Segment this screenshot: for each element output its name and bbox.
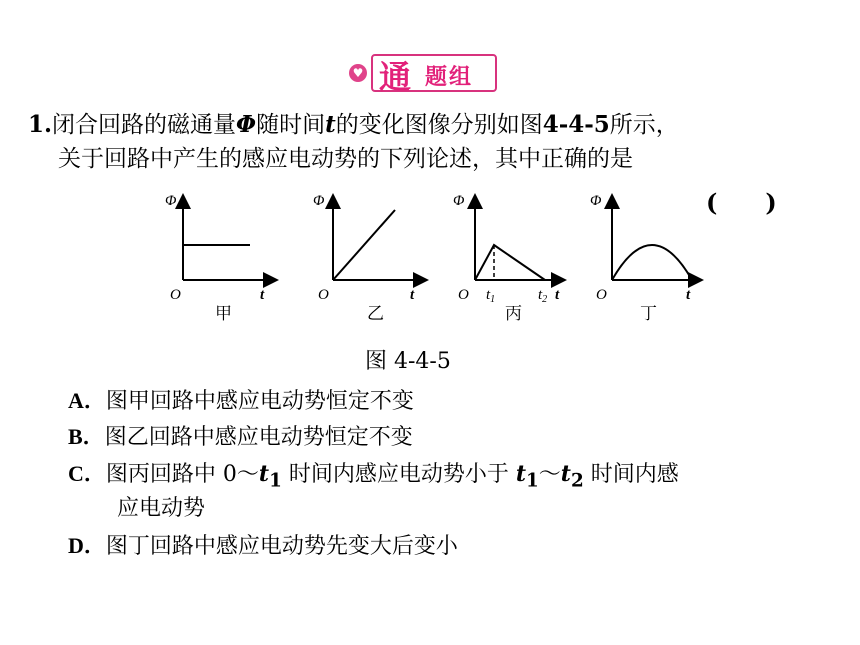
figure-caption: 图 4-4-5 xyxy=(365,349,451,374)
phi-symbol: Φ xyxy=(236,111,257,138)
origin-label: O xyxy=(596,287,607,303)
graph-ding-curve xyxy=(612,245,692,280)
badge-title: 题组 xyxy=(425,65,474,90)
graph-ding xyxy=(590,193,700,323)
origin-label: O xyxy=(170,287,181,303)
question-number: 1. xyxy=(28,111,53,138)
t1-label: $t_1$ xyxy=(486,287,496,305)
option-b[interactable]: B．图乙回路中感应电动势恒定不变 xyxy=(68,424,413,450)
graph-bing xyxy=(453,193,563,323)
axis-y-label: Φ xyxy=(165,193,177,209)
question-line-2: 关于回路中产生的感应电动势的下列论述，其中正确的是 xyxy=(58,146,633,172)
axis-x-label: t xyxy=(260,287,265,303)
option-d[interactable]: D．图丁回路中感应电动势先变大后变小 xyxy=(68,533,458,559)
figure-graphs xyxy=(150,185,800,335)
origin-label: O xyxy=(318,287,329,303)
axis-y-label: Φ xyxy=(313,193,325,209)
origin-label: O xyxy=(458,287,469,303)
axis-x-label: t xyxy=(686,287,691,303)
axis-x-label: t xyxy=(555,287,560,303)
axis-y-label: Φ xyxy=(590,193,602,209)
graph-bing-curve xyxy=(475,245,545,280)
graph-name: 乙 xyxy=(367,304,384,323)
graph-yi xyxy=(313,193,425,323)
figure-reference: 4-4-5 xyxy=(542,111,610,138)
axis-y-label: Φ xyxy=(453,193,465,209)
graph-name: 丁 xyxy=(640,304,657,323)
heart-icon: ♥ xyxy=(349,64,367,82)
graph-yi-curve xyxy=(333,210,395,280)
option-c[interactable]: C．图丙回路中 $0\sim t_1$ 时间内感应电动势小于 $t_1\sim t_2$ 时间内感 xyxy=(68,461,679,492)
t2-label: $t_2$ xyxy=(538,287,548,305)
option-a[interactable]: A．图甲回路中感应电动势恒定不变 xyxy=(68,388,414,414)
graph-jia xyxy=(165,193,275,323)
question-line-1: 1.闭合回路的磁通量Φ随时间t的变化图像分别如图4-4-5所示， xyxy=(28,111,679,138)
answer-blank: ( ) xyxy=(706,188,777,217)
axis-x-label: t xyxy=(410,287,415,303)
section-badge xyxy=(349,54,495,96)
graph-name: 丙 xyxy=(505,304,522,323)
graph-name: 甲 xyxy=(215,304,232,323)
badge-box xyxy=(371,54,497,96)
option-c-continued: 应电动势 xyxy=(117,496,206,521)
badge-big-char: 通 xyxy=(379,58,412,96)
